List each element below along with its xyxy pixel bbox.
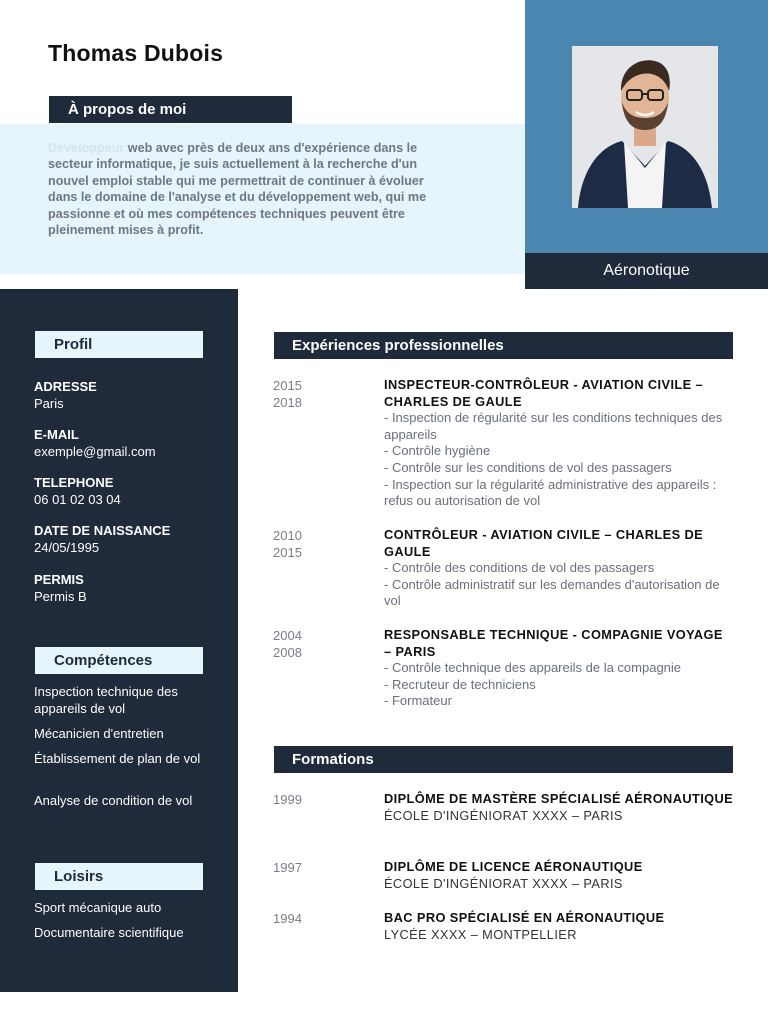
experience-detail: - Formateur <box>384 693 452 709</box>
experience-entry <box>384 627 734 710</box>
education-entry <box>384 859 734 892</box>
education-title: DIPLÔME DE LICENCE AÉRONAUTIQUE <box>384 859 643 874</box>
experience-detail: - Contrôle hygiène <box>384 443 491 459</box>
experience-detail: - Contrôle technique des appareils de la compagnie <box>384 660 682 676</box>
education-school: ÉCOLE D'INGÉNIORAT XXXX – PARIS <box>384 875 623 891</box>
hobbies-title-text: Loisirs <box>54 868 104 885</box>
birthdate-value: 24/05/1995 <box>34 540 100 555</box>
address-value: Paris <box>34 396 64 411</box>
about-faded-prefix: Développeur <box>48 141 125 155</box>
phone-label: TELEPHONE <box>34 475 114 490</box>
skill-item: Analyse de condition de vol <box>34 793 193 808</box>
experience-title: CONTRÔLEUR - AVIATION CIVILE – CHARLES DE GAULE <box>384 527 704 559</box>
experience-detail: - Contrôle sur les conditions de vol des passagers <box>384 459 672 475</box>
license-value: Permis B <box>34 589 87 604</box>
skills-title-text: Compétences <box>54 652 153 669</box>
education-entry <box>384 791 734 824</box>
education-section-title <box>274 746 733 773</box>
about-text <box>48 140 453 238</box>
education-school: ÉCOLE D'INGÉNIORAT XXXX – PARIS <box>384 807 623 823</box>
experience-years <box>273 377 302 411</box>
license-label: PERMIS <box>34 572 84 587</box>
education-title: DIPLÔME DE MASTÈRE SPÉCIALISÉ AÉRONAUTIQUE <box>384 791 734 806</box>
experience-years <box>273 627 302 661</box>
experience-entry <box>384 377 734 510</box>
experience-detail: - Contrôle des conditions de vol des passagers <box>384 560 655 576</box>
experience-section-title <box>274 332 733 359</box>
experience-title: RESPONSABLE TECHNIQUE - COMPAGNIE VOYAGE – PARIS <box>384 627 723 659</box>
job-role-banner <box>525 253 768 289</box>
birthdate-label: DATE DE NAISSANCE <box>34 523 171 538</box>
sidebar <box>0 289 238 992</box>
skill-item: Inspection technique des appareils de vol <box>34 684 178 716</box>
hobby-item: Sport mécanique auto <box>34 900 162 915</box>
job-role: Aéronotique <box>603 262 690 279</box>
email-value: exemple@gmail.com <box>34 444 156 459</box>
address-label: ADRESSE <box>34 379 97 394</box>
education-year: 1997 <box>273 860 302 875</box>
education-year: 1994 <box>273 911 302 926</box>
experience-end-year: 2018 <box>273 395 302 410</box>
about-body: web avec près de deux ans d'expérience dans le secteur informatique, je suis actuellement à la recherche d'un nouvel emploi stable qui me permettrait de continuer à évoluer dans le domaine de l'analyse et du développement web, qui me passionne et où mes compétences techniques peuvent être pleinement mises à profit. <box>48 141 427 238</box>
experience-title: INSPECTEUR-CONTRÔLEUR - AVIATION CIVILE – CHARLES DE GAULE <box>384 377 704 409</box>
education-school: LYCÉE XXXX – MONTPELLIER <box>384 926 577 942</box>
skills-section-title <box>35 647 203 674</box>
person-portrait-icon <box>572 46 718 208</box>
experience-start-year: 2015 <box>273 378 302 393</box>
experience-entry <box>384 527 734 610</box>
experience-detail: - Contrôle administratif sur les demandes d'autorisation de vol <box>384 576 720 609</box>
profile-title-text: Profil <box>54 336 93 353</box>
education-entry <box>384 910 734 943</box>
skill-item: Établissement de plan de vol <box>34 751 201 766</box>
about-title-text: À propos de moi <box>68 101 187 118</box>
experience-end-year: 2008 <box>273 645 302 660</box>
profile-photo <box>572 46 718 208</box>
experience-detail: - Recruteur de techniciens <box>384 676 536 692</box>
phone-value: 06 01 02 03 04 <box>34 492 121 507</box>
education-title-text: Formations <box>292 751 374 768</box>
education-year: 1999 <box>273 792 302 807</box>
experience-start-year: 2004 <box>273 628 302 643</box>
about-section-title <box>49 96 292 123</box>
candidate-name: Thomas Dubois <box>48 40 224 66</box>
hobby-item: Documentaire scientifique <box>34 925 184 940</box>
experience-detail: - Inspection de régularité sur les conditions techniques des appareils <box>384 410 723 442</box>
experience-years <box>273 527 302 561</box>
experience-end-year: 2015 <box>273 545 302 560</box>
education-title: BAC PRO SPÉCIALISÉ EN AÉRONAUTIQUE <box>384 910 665 925</box>
hobbies-section-title <box>35 863 203 890</box>
email-label: E-MAIL <box>34 427 79 442</box>
skill-item: Mécanicien d'entretien <box>34 726 164 741</box>
experience-start-year: 2010 <box>273 528 302 543</box>
experience-detail: - Inspection sur la régularité administrative des appareils : refus ou autorisation de vol <box>384 476 717 509</box>
experience-title-text: Expériences professionnelles <box>292 337 504 354</box>
profile-section-title <box>35 331 203 358</box>
